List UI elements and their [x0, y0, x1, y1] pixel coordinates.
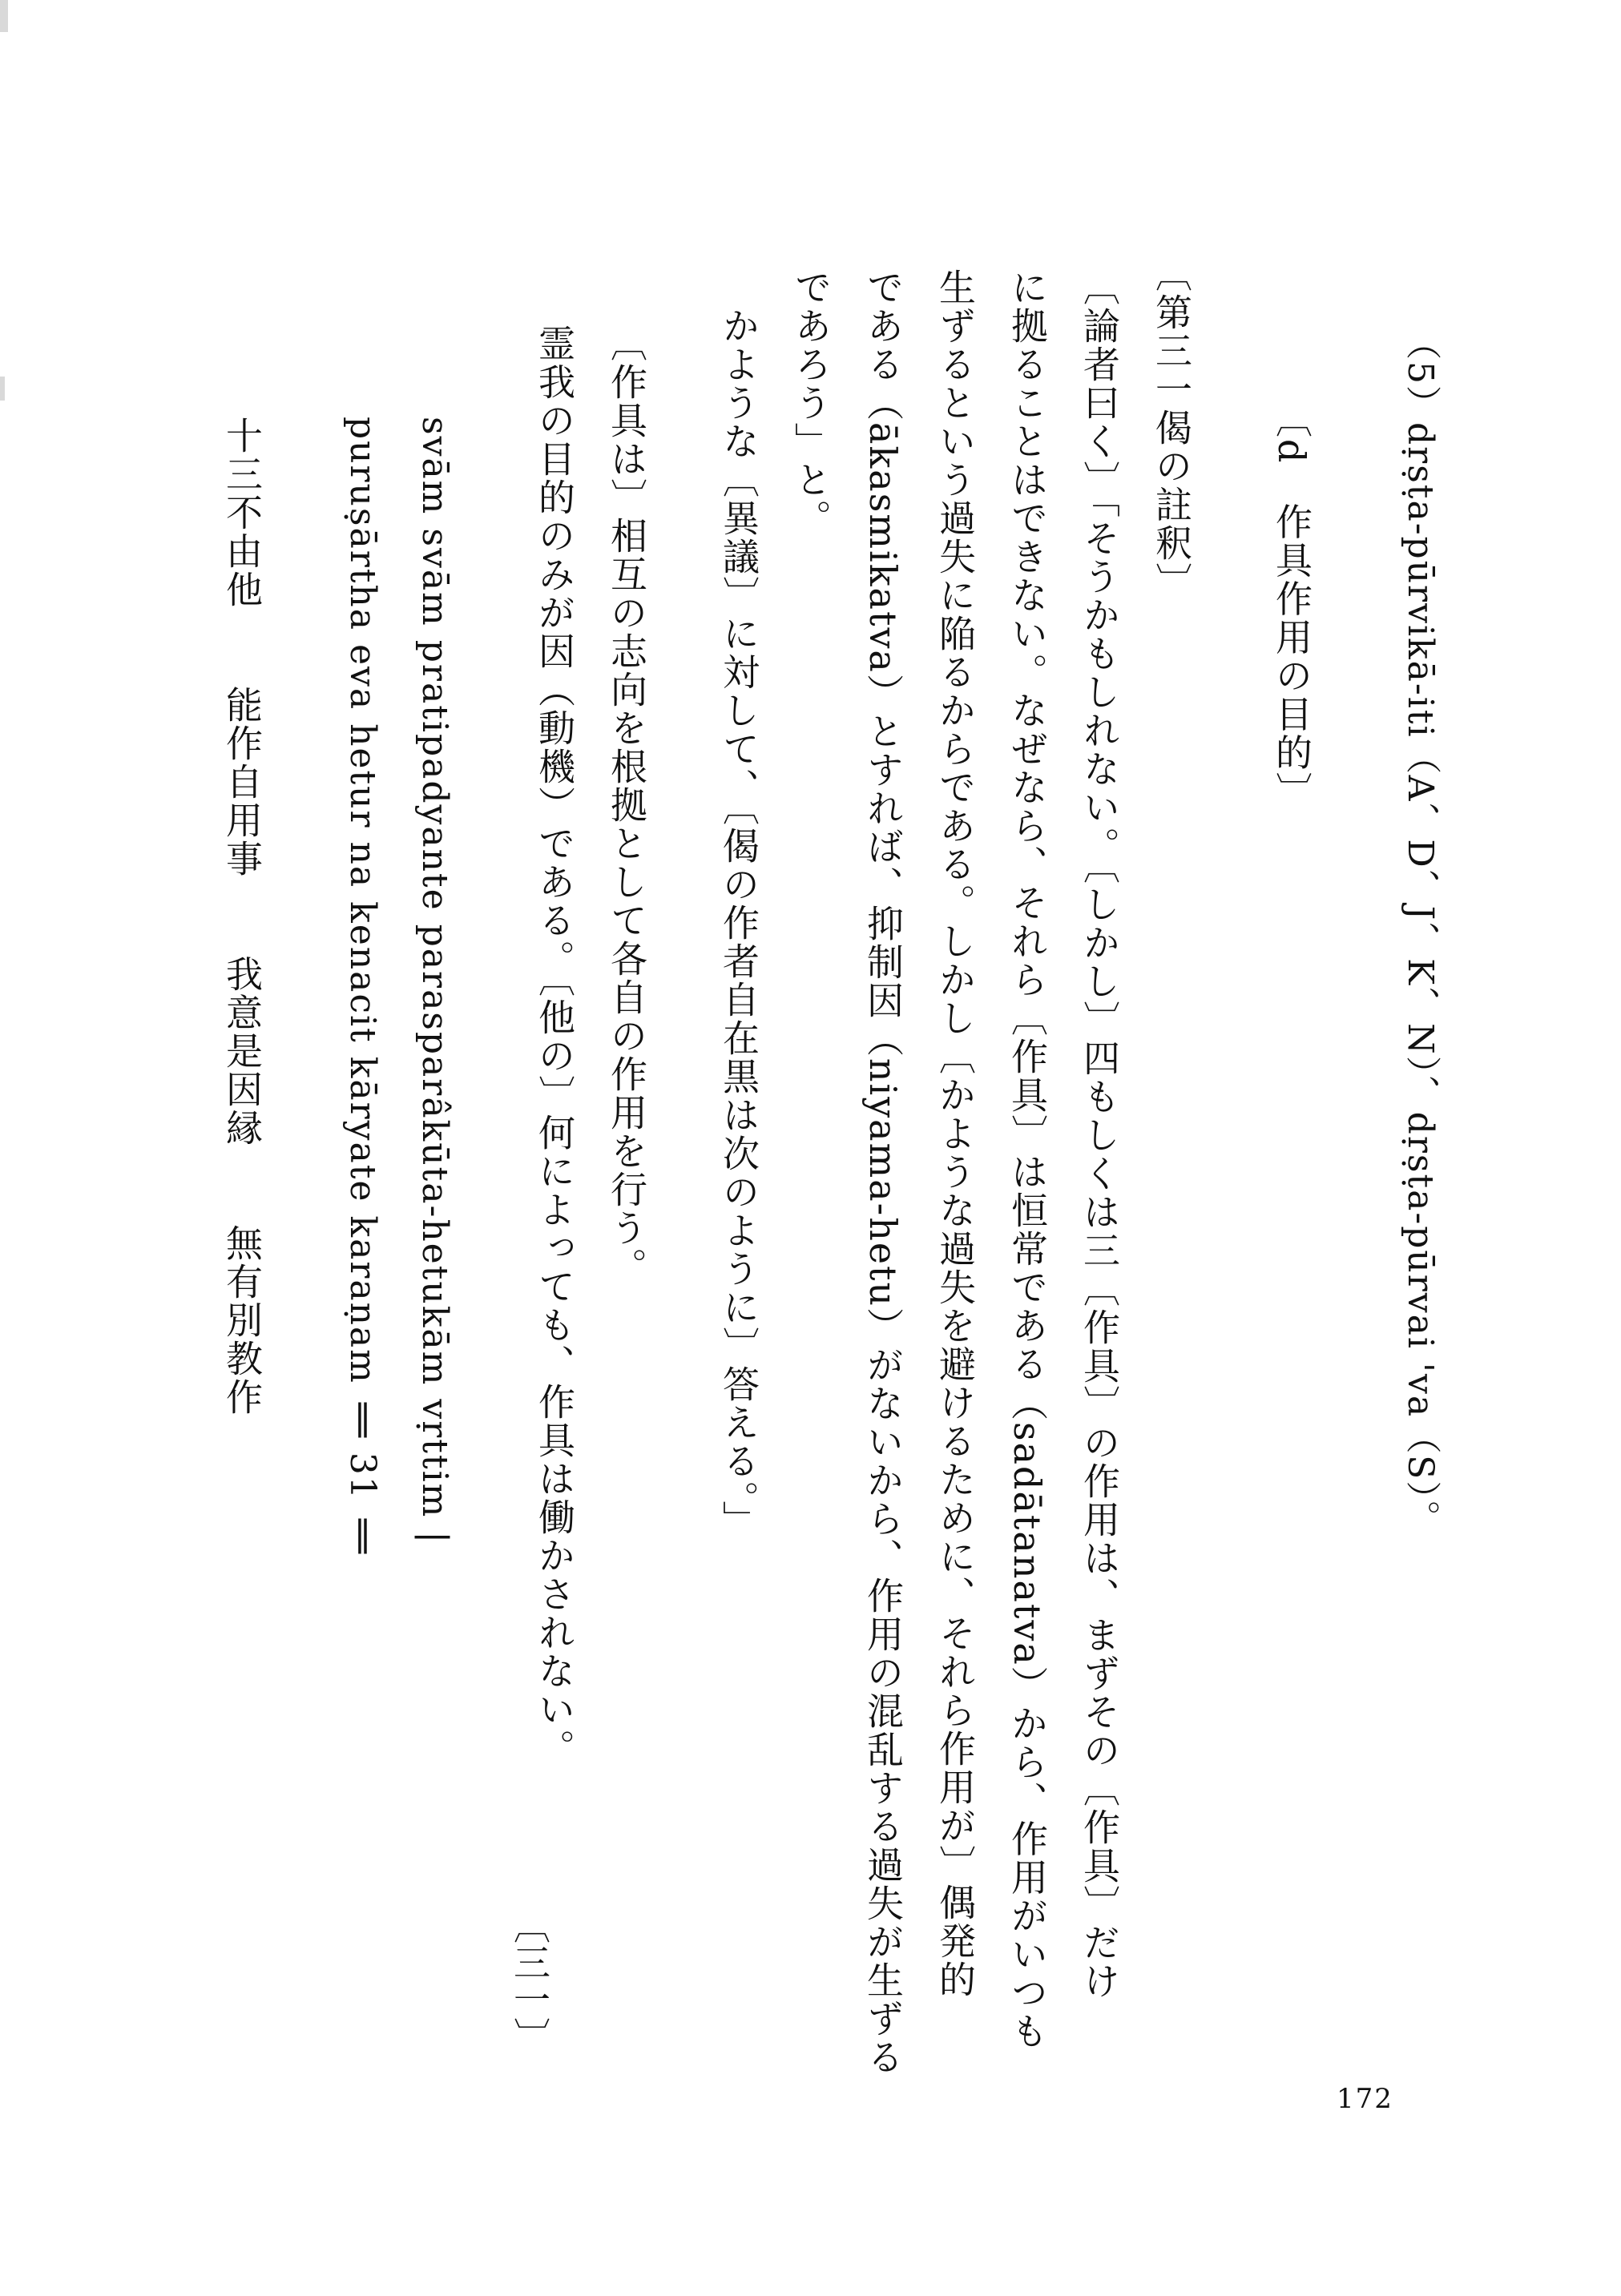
- commentary-line-2: に拠ることはできない。なぜなら、それら〔作具〕は恒常である（sadātanatva）から、作用がいつも: [1006, 268, 1049, 2051]
- footnote-5: （5）dṛṣṭa-pūrvikā-iti（A、D、J、K、N）、dṛṣṭa-pūrvai 'va（S）。: [1400, 324, 1441, 1537]
- verse-translation-line-1: 〔作具は〕相互の志向を根拠として各自の作用を行う。: [605, 324, 648, 1286]
- commentary-line-4: である（ākasmikatva）とすれば、抑制因（niyama-hetu）がないから、作用の混乱する過失が生ずる: [861, 268, 905, 2077]
- section-heading: 〔d 作具作用の目的〕: [1270, 401, 1313, 811]
- verse-translation-line-2: 霊我の目的のみが因（動機）である。〔他の〕何によっても、作具は働かされない。: [533, 324, 576, 1767]
- page-number: 172: [1337, 2083, 1393, 2115]
- verse-commentary-heading: 〔第三一偈の註釈〕: [1150, 255, 1193, 601]
- commentary-line-6: かような〔異議〕に対して、〔偈の作者自在黒は次のように〕答える。」: [717, 268, 760, 1539]
- commentary-line-5: であろう」と。: [789, 268, 833, 538]
- commentary-line-3: 生ずるという過失に陥るからである。しかし〔かような過失を避けるために、それら作用が〕偶発的: [933, 268, 977, 1999]
- scan-edge-mark: [0, 377, 5, 401]
- commentary-line-1: 〔論者曰く〕「そうかもしれない。〔しかし〕四もしくは三〔作具〕の作用は、まずその〔作具〕だけ: [1078, 268, 1121, 2000]
- sanskrit-verse-line-2: puruṣārtha eva hetur na kenacit kāryate karaṇam ‖ 31 ‖: [342, 417, 383, 1556]
- verse-number-mark: 〔三一〕: [508, 1907, 551, 2054]
- chinese-translation-verse: 十三不由他 能作自用事 我意是因縁 無有別教作: [220, 417, 264, 1416]
- scan-edge-mark: [0, 0, 8, 32]
- sanskrit-verse-line-1: svām svām pratipadyante parasparâkūta-hetukām vṛttim |: [414, 417, 455, 1545]
